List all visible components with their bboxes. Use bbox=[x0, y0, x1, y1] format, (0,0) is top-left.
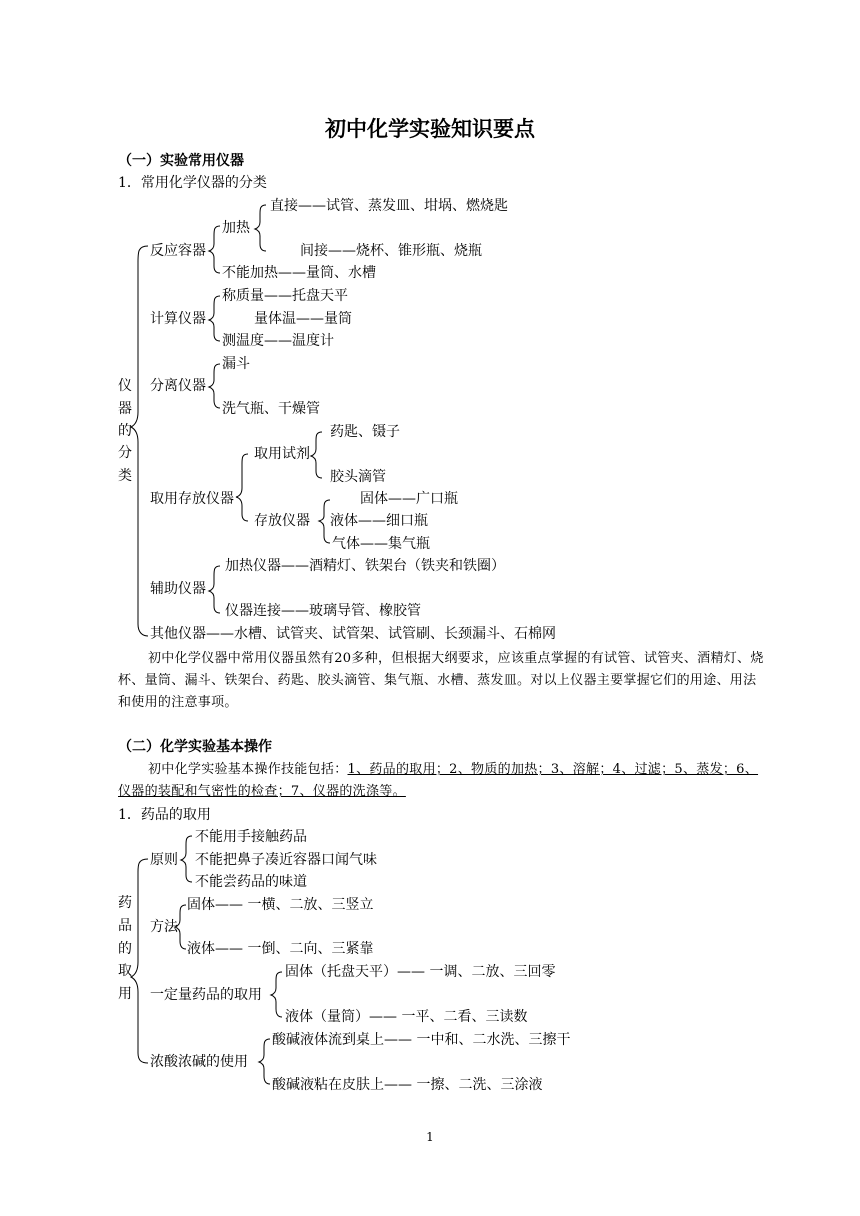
measure-volume-item: 量体温——量筒 bbox=[254, 311, 352, 327]
store-item: 固体——广口瓶 bbox=[360, 491, 458, 507]
separate-item: 漏斗 bbox=[222, 356, 250, 372]
aux-item: 加热仪器——酒精灯、铁架台（铁夹和铁圈） bbox=[225, 558, 505, 574]
operations-list: 1、药品的取用；2、物质的加热；3、溶解；4、过滤；5、蒸发；6、仪器的装配和气密性的检查；7、仪器的洗涤等。 bbox=[118, 762, 759, 799]
measure-mass-item: 称质量——托盘天平 bbox=[222, 288, 348, 304]
method-item: 固体—— 一横、二放、三竖立 bbox=[187, 897, 374, 913]
method-label: 方法 bbox=[150, 919, 178, 935]
take-item: 药匙、镊子 bbox=[330, 424, 400, 440]
root-char: 药 bbox=[118, 895, 132, 911]
method-item: 液体—— 一倒、二向、三紧靠 bbox=[187, 941, 374, 957]
root-char: 仪 bbox=[118, 378, 132, 394]
root-char: 取 bbox=[118, 963, 132, 979]
store-item: 液体——细口瓶 bbox=[330, 513, 428, 529]
store-item: 气体——集气瓶 bbox=[332, 536, 430, 552]
aux-label: 辅助仪器 bbox=[150, 581, 206, 597]
indirect-heat-item: 间接——烧杯、锥形瓶、烧瓶 bbox=[300, 243, 482, 259]
principle-item: 不能尝药品的味道 bbox=[195, 874, 307, 890]
root-char: 品 bbox=[118, 918, 132, 934]
quant-item: 固体（托盘天平）—— 一调、二放、三回零 bbox=[285, 964, 556, 980]
principle-item: 不能把鼻子凑近容器口闻气味 bbox=[195, 852, 377, 868]
page-number: 1 bbox=[426, 1130, 434, 1144]
measure-label: 计算仪器 bbox=[150, 311, 206, 327]
reaction-label: 反应容器 bbox=[150, 243, 206, 259]
store-label: 存放仪器 bbox=[254, 513, 310, 529]
root-char: 器 bbox=[118, 401, 132, 417]
acid-item: 酸碱液粘在皮肤上—— 一擦、二洗、三涂液 bbox=[272, 1077, 543, 1093]
instruments-paragraph: 初中化学仪器中常用仪器虽然有20多种，但根据大纲要求，应该重点掌握的有试管、试管夹、酒精灯、烧杯、量筒、漏斗、铁架台、药匙、胶头滴管、集气瓶、水槽、蒸发皿。对以上仪器主要掌握它们的用途、用法和使用的注意事项。 bbox=[118, 651, 764, 710]
root-char: 的 bbox=[118, 941, 132, 957]
quant-label: 一定量药品的取用 bbox=[150, 987, 262, 1003]
section-heading-instruments: （一）实验常用仪器 bbox=[118, 153, 244, 169]
no-heat-item: 不能加热——量筒、水槽 bbox=[222, 265, 376, 281]
subheading-classification: 1．常用化学仪器的分类 bbox=[118, 175, 267, 191]
section-heading-operations: （二）化学实验基本操作 bbox=[118, 739, 272, 755]
take-item: 胶头滴管 bbox=[330, 469, 386, 485]
quant-item: 液体（量筒）—— 一平、二看、三读数 bbox=[285, 1009, 528, 1025]
separate-item: 洗气瓶、干燥管 bbox=[222, 401, 320, 417]
acid-label: 浓酸浓碱的使用 bbox=[150, 1054, 248, 1070]
take-label: 取用试剂 bbox=[254, 446, 310, 462]
root-char: 的 bbox=[118, 423, 132, 439]
principle-item: 不能用手接触药品 bbox=[195, 829, 307, 845]
subheading-taking-drugs: 1．药品的取用 bbox=[118, 807, 211, 823]
storage-label: 取用存放仪器 bbox=[150, 491, 234, 507]
operations-paragraph bbox=[118, 759, 768, 803]
principle-label: 原则 bbox=[150, 852, 178, 868]
root-char: 类 bbox=[118, 468, 132, 484]
other-instruments: 其他仪器——水槽、试管夹、试管架、试管刷、长颈漏斗、石棉网 bbox=[150, 626, 556, 642]
separate-label: 分离仪器 bbox=[150, 378, 206, 394]
page-title: 初中化学实验知识要点 bbox=[325, 117, 535, 141]
aux-item: 仪器连接——玻璃导管、橡胶管 bbox=[225, 603, 421, 619]
root-char: 分 bbox=[118, 445, 132, 461]
direct-heat-item: 直接——试管、蒸发皿、坩埚、燃烧匙 bbox=[270, 198, 508, 214]
operations-intro: 初中化学实验基本操作技能包括： bbox=[148, 762, 348, 777]
acid-item: 酸碱液体流到桌上—— 一中和、二水洗、三擦干 bbox=[272, 1032, 571, 1048]
measure-temp-item: 测温度——温度计 bbox=[222, 333, 334, 349]
root-char: 用 bbox=[118, 986, 132, 1002]
heat-label: 加热 bbox=[222, 220, 250, 236]
